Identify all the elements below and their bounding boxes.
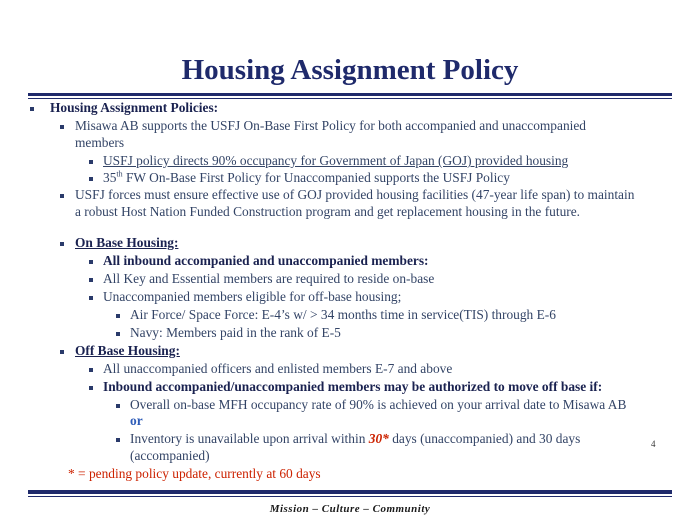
footer-motto: Mission – Culture – Community bbox=[269, 503, 431, 515]
usfj-forces-item-cont: a robust Host Nation Funded Construction program and get replacement housing in the future. bbox=[75, 204, 581, 219]
misawa-line-cont: members bbox=[75, 135, 125, 150]
unaccompanied-eligible-item: Unaccompanied members eligible for off-base housing; bbox=[103, 289, 402, 304]
bullet bbox=[60, 194, 64, 198]
bullet bbox=[60, 350, 64, 354]
bullet bbox=[89, 260, 93, 264]
page-number: 4 bbox=[651, 439, 656, 449]
footnote: * = pending policy update, currently at 60 days bbox=[68, 466, 321, 481]
section-header: Housing Assignment Policies: bbox=[50, 100, 219, 115]
inventory-item-cont: (accompanied) bbox=[130, 448, 210, 463]
off-base-header: Off Base Housing: bbox=[75, 343, 180, 358]
fw-policy-item: 35th FW On-Base First Policy for Unaccompanied supports the USFJ Policy bbox=[103, 169, 510, 185]
usfj-forces-item: USFJ forces must ensure effective use of GOJ provided housing facilities (47-year life span) to maintain bbox=[75, 187, 635, 202]
bullet bbox=[60, 242, 64, 246]
bullet bbox=[116, 404, 120, 408]
bullet bbox=[30, 107, 34, 111]
or-connector: or bbox=[130, 413, 143, 428]
bullet bbox=[89, 368, 93, 372]
air-force-item: Air Force/ Space Force: E-4’s w/ > 34 months time in service(TIS) through E-6 bbox=[130, 307, 556, 322]
inventory-item: Inventory is unavailable upon arrival within 30* days (unaccompanied) and 30 days bbox=[130, 431, 581, 446]
page-title: Housing Assignment Policy bbox=[181, 54, 519, 86]
bullet bbox=[60, 125, 64, 129]
inbound-all-item: All inbound accompanied and unaccompanied members: bbox=[103, 253, 429, 268]
key-essential-item: All Key and Essential members are required to reside on-base bbox=[103, 271, 435, 286]
bullet bbox=[89, 386, 93, 390]
on-base-header: On Base Housing: bbox=[75, 235, 179, 250]
footer-divider bbox=[28, 490, 672, 494]
bullet bbox=[116, 314, 120, 318]
bullet bbox=[89, 160, 93, 164]
bullet bbox=[89, 278, 93, 282]
inventory-days-highlight: 30* bbox=[368, 431, 389, 446]
bullet bbox=[116, 438, 120, 442]
footer-divider-thin bbox=[28, 496, 672, 497]
officers-item: All unaccompanied officers and enlisted members E-7 and above bbox=[103, 361, 453, 376]
inbound-may-item: Inbound accompanied/unaccompanied members may be authorized to move off base if: bbox=[103, 379, 603, 394]
bullet bbox=[89, 296, 93, 300]
usfj-policy-item: USFJ policy directs 90% occupancy for Government of Japan (GOJ) provided housing bbox=[103, 153, 569, 168]
bullet bbox=[116, 332, 120, 336]
misawa-line: Misawa AB supports the USFJ On-Base First Policy for both accompanied and unaccompanied bbox=[75, 118, 586, 133]
bullet bbox=[89, 177, 93, 181]
navy-item: Navy: Members paid in the rank of E-5 bbox=[130, 325, 341, 340]
overall-occupancy-item: Overall on-base MFH occupancy rate of 90% is achieved on your arrival date to Misawa AB bbox=[130, 397, 627, 412]
